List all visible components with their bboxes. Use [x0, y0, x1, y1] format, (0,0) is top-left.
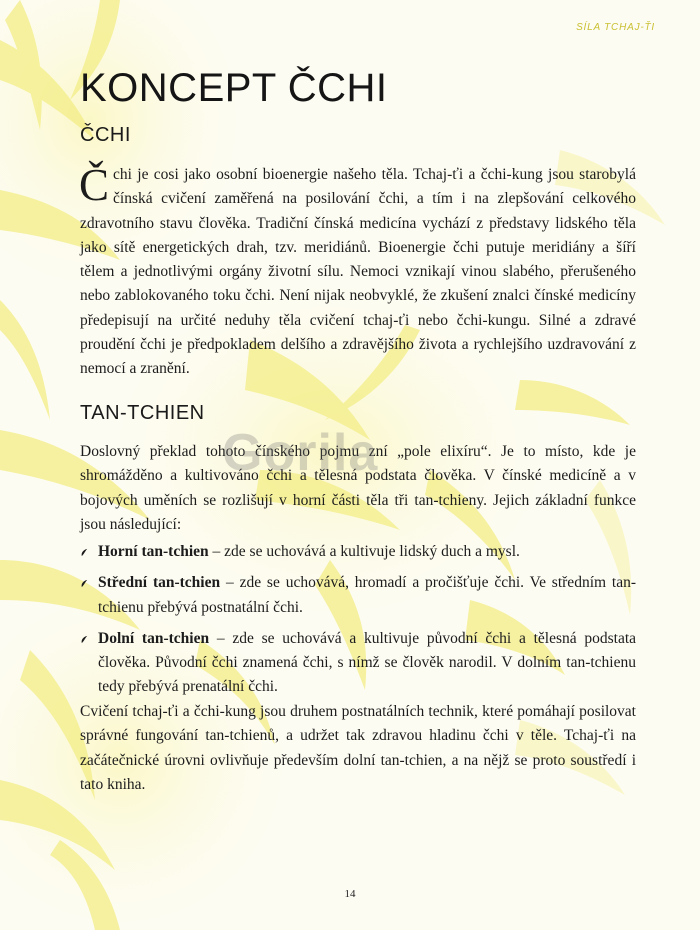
page-number: 14	[344, 888, 356, 900]
closing-paragraph: Cvičení tchaj-ťi a čchi-kung jsou druhem postnatálních technik, které pomáhají posilovat správné fungování tan-tchienů, a udržet tak zdravou hladinu čchi v těle. Tchaj-ťi na začátečnické úrovni ovlivňuje především dolní tan-tchien, a na nějž se proto soustředí i tato kniha.	[80, 703, 636, 793]
drop-cap: Č	[79, 160, 110, 210]
leaf-bullet-icon	[80, 548, 89, 557]
section-heading-cchi: ČCHI	[80, 124, 131, 146]
list-item-term: Střední tan-tchien	[98, 574, 221, 592]
section-heading-tan-tchien: TAN-TCHIEN	[80, 402, 205, 424]
leaf-bullet-icon	[80, 635, 89, 644]
list-item-term: Dolní tan-tchien	[98, 629, 210, 647]
tan-tchien-list	[80, 540, 636, 707]
list-item	[80, 540, 636, 564]
list-item-text: – zde se uchovává a kultivuje lidský duch a mysl.	[208, 543, 520, 560]
running-head: SÍLA TCHAJ-ŤI	[576, 22, 655, 33]
paragraph-text: chi je cosi jako osobní bioenergie našeho těla. Tchaj-ťi a čchi-kung jsou starobylá čínská cvičení zaměřená na posilování čchi, a tím i na zlepšování celkového zdravotního stavu člověka. Tradiční čínská medicína vychází z představy lidského těla jako sítě energetických drah, tzv. meridiánů. Bioenergie čchi putuje meridiány a šíří tělem a jednotlivými orgány životní sílu. Nemoci vznikají vinou slabého, přerušeného nebo zablokovaného toku čchi. Není nijak neobvyklé, že zkušení znalci čínské medicíny předepisují na určité neduhy těla cvičení tchaj-ťi nebo čchi-kungu. Silné a zdravé proudění čchi je předpokladem delšího a zdravějšího života a rychlejšího uzdravování z nemocí a zranění.	[80, 166, 636, 378]
list-item-term: Horní tan-tchien	[98, 543, 209, 560]
section-paragraph-cchi	[79, 160, 636, 382]
list-item	[80, 627, 636, 700]
page-title: KONCEPT ČCHI	[80, 66, 388, 110]
list-item-text: – zde se uchovává, hromadí a pročišťuje čchi. Ve středním tan-tchienu přebývá postnatální čchi.	[98, 574, 637, 616]
leaf-bullet-icon	[80, 579, 89, 588]
watermark: Gorila	[222, 424, 379, 482]
list-item-text: – zde se uchovává a kultivuje původní čchi a tělesná podstata člověka. Původní čchi znamená čchi, s nímž se člověk narodil. V dolním tan-tchienu tedy přebývá prenatální čchi.	[98, 629, 637, 696]
list-item	[80, 571, 636, 620]
section-intro-tan-tchien: Doslovný překlad tohoto čínského pojmu zní „pole elixíru“. Je to místo, kde je shromážděno a kultivováno čchi a tělesná podstata člověka. V čínské medicíně a v bojových uměních se rozlišují v horní části těla tři tan-tchieny. Jejich základní funkce jsou následující:	[80, 443, 636, 533]
